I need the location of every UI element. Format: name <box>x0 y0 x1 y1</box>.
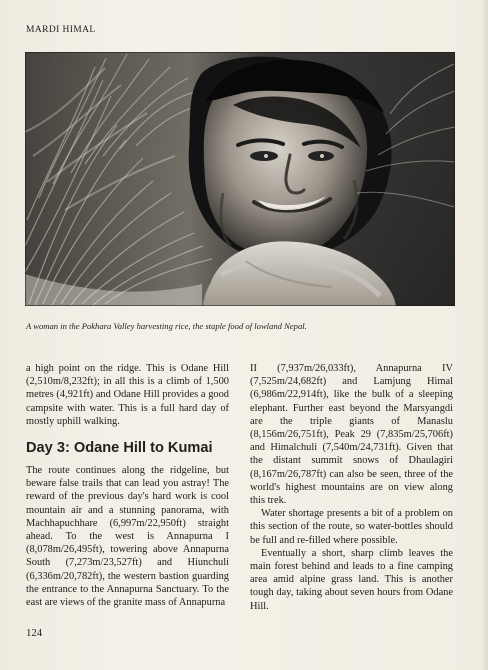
photo-caption: A woman in the Pokhara Valley harvesting rice, the staple food of lowland Nepal. <box>26 321 307 331</box>
day-heading: Day 3: Odane Hill to Kumai <box>26 440 213 457</box>
left-paragraph-1: a high point on the ridge. This is Odane Hill (2,510m/8,232ft); in all this is a climb of 1,500 metres (4,921ft) and Odane Hill provides a good campsite with water. This is a full hard day of mostly uphill walking. <box>26 363 229 427</box>
right-paragraph-1: II (7,937m/26,033ft), Annapurna IV (7,525m/24,682ft) and Lamjung Himal (6,986m/22,914ft), like the bulk of a sleeping elephant. Further east beyond the Marsyangdi are the triple giants of Manaslu (8,156m/26,751ft), Peak 29 (7,835m/25,706ft) and Himalchuli (7,540m/24,731ft). Given that the distant summit snows of Dhaulagiri (8,167m/26,787ft) can also be seen, three of the world's highest mountains are on view along this trek. <box>250 363 453 507</box>
left-paragraph-2: The route continues along the ridgeline, but beware false trails that can lead you astray! The reward of the previous day's hard work is cool mountain air and a stunning panorama, with Machhapuchhare (6,997m/22,950ft) straight ahead. To the west is Annapurna I (8,078m/26,495ft), towering above Annapurna South (7,273m/23,527ft) and Hiunchuli (6,336m/20,782ft), the western bastion guarding the entrance to the Annapurna Sanctuary. To the east are views of the granite mass of Annapurna <box>26 465 229 609</box>
right-text-column <box>250 362 453 613</box>
page-number: 124 <box>26 627 43 639</box>
running-head: MARDI HIMAL <box>26 25 96 35</box>
right-paragraph-2: Water shortage presents a bit of a problem on this section of the route, so water-bottles should be full and re-filled where possible. <box>250 508 453 546</box>
left-text-column <box>26 362 229 609</box>
page-edge-shadow <box>480 0 488 670</box>
right-paragraph-3: Eventually a short, sharp climb leaves the main forest behind and leads to a fine camping area amid alpine grass land. This is another tough day, taking about seven hours from Odane Hill. <box>250 547 453 612</box>
harvest-photo <box>25 52 455 306</box>
